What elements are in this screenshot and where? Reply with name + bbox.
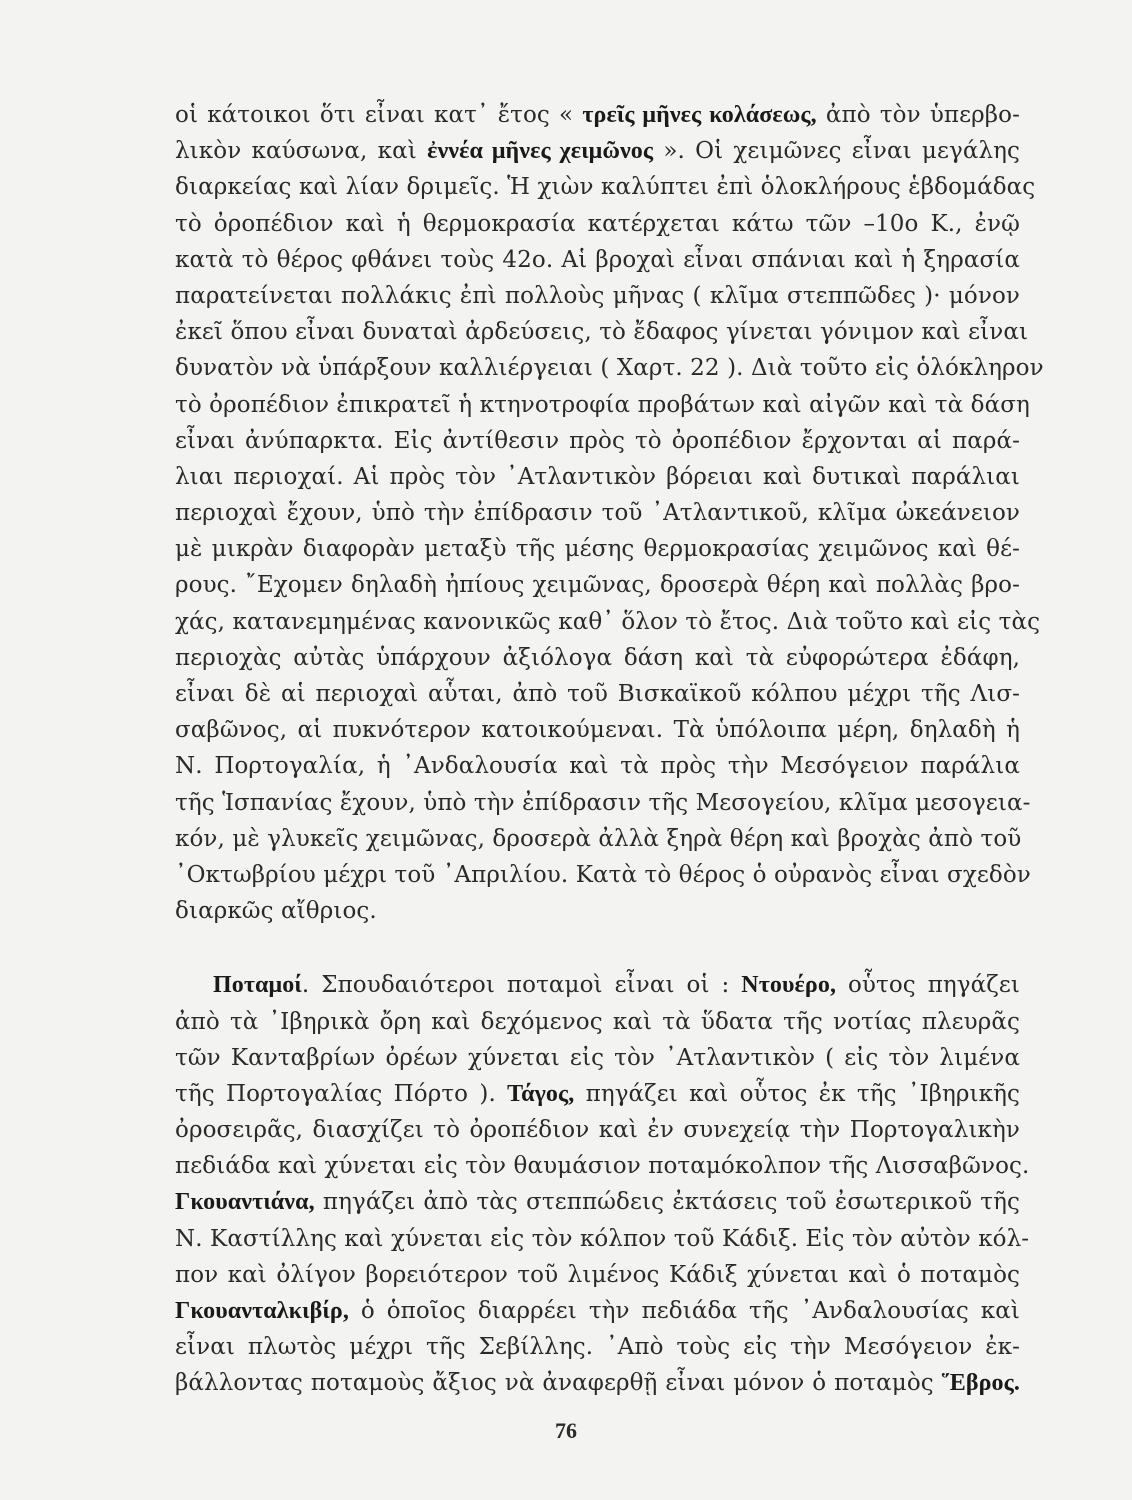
text-line — [175, 604, 1041, 640]
text-run: διαρκείας καὶ λίαν δριμεῖς. Ἡ χιὼν καλύπτει ἐπὶ ὁλοκλήρους ἑβδομάδας — [175, 174, 1036, 201]
text-run: Ν. Καστίλλης καὶ χύνεται εἰς τὸν κόλπον τοῦ Κάδιξ. Εἰς τὸν αὐτὸν κόλ- — [175, 1225, 1030, 1252]
text-line — [175, 1365, 1020, 1401]
text-run: ὀροσειρᾶς, διασχίζει τὸ ὀροπέδιον καὶ ἐν συνεχείᾳ τὴν Πορτογαλικὴν — [175, 1117, 1020, 1144]
text-line — [175, 278, 1020, 314]
text-run: παρατείνεται πολλάκις ἐπὶ πολλοὺς μῆνας ( κλῖμα στεππῶδες )· μόνον — [175, 282, 1020, 309]
bold-term: ῞Εβρος. — [941, 1370, 1020, 1397]
text-line — [175, 676, 1020, 712]
text-run: Ν. Πορτογαλία, ἡ ᾽Ανδαλουσία καὶ τὰ πρὸς τὴν Μεσόγειον παράλια — [175, 753, 1020, 780]
bold-term: Γκουαντιάνα, — [175, 1189, 315, 1216]
bold-term: ἐννέα μῆνες χειμῶνος — [427, 138, 654, 165]
text-line — [175, 785, 1031, 821]
text-run: κατὰ τὸ θέρος φθάνει τοὺς 42ο. Αἱ βροχαὶ εἶναι σπάνιαι καὶ ἡ ξηρασία — [175, 246, 1020, 273]
text-line — [175, 857, 1031, 893]
text-run: τὸ ὀροπέδιον ἐπικρατεῖ ἡ κτηνοτροφία προβάτων καὶ αἰγῶν καὶ τὰ δάση — [175, 391, 1030, 418]
text-line — [175, 1184, 1020, 1220]
text-run: ». Οἱ χειμῶνες εἶναι μεγάλης — [653, 138, 1020, 165]
text-run: ἐκεῖ ὅπου εἶναι δυναταὶ ἀρδεύσεις, τὸ ἔδαφος γίνεται γόνιμον καὶ εἶναι — [175, 319, 1029, 346]
text-run: οὗτος πηγάζει — [836, 972, 1020, 999]
text-run: πον καὶ ὀλίγον βορειότερον τοῦ λιμένος Κάδιξ χύνεται καὶ ὁ ποταμὸς — [175, 1261, 1020, 1288]
text-line — [175, 1221, 1030, 1257]
text-run: ᾽Οκτωβρίου μέχρι τοῦ ᾽Απριλίου. Κατὰ τὸ θέρος ὁ οὐρανὸς εἶναι σχεδὸν — [175, 861, 1031, 888]
text-line — [175, 423, 1020, 459]
text-run: βάλλοντας ποταμοὺς ἄξιος νὰ ἀναφερθῇ εἶναι μόνον ὁ ποταμὸς — [175, 1370, 942, 1397]
text-run: μὲ μικρὰν διαφορὰν μεταξὺ τῆς μέσης θερμοκρασίας χειμῶνος καὶ θέ- — [175, 536, 1020, 563]
text-run: σαβῶνος, αἱ πυκνότερον κατοικούμεναι. Τὰ ὑπόλοιπα μέρη, δηλαδὴ ἡ — [175, 717, 1020, 744]
text-line — [175, 1040, 1020, 1076]
text-run: εἶναι ἀνύπαρκτα. Εἰς ἀντίθεσιν πρὸς τὸ ὀροπέδιον ἔρχονται αἱ παρά- — [175, 427, 1020, 454]
rivers-paragraph — [175, 967, 1030, 1401]
bold-term: τρεῖς μῆνες κολάσεως, — [582, 102, 817, 128]
text-run: χάς, κατανεμημένας κανονικῶς καθ᾽ ὅλον τὸ ἔτος. Διὰ τοῦτο καὶ εἰς τὰς — [175, 608, 1041, 635]
text-line — [175, 1257, 1020, 1293]
text-run: τῶν Κανταβρίων ὀρέων χύνεται εἰς τὸν ᾽Ατλαντικὸν ( εἰς τὸν λιμένα — [175, 1044, 1020, 1071]
text-run: . Σπουδαιότεροι ποταμοὶ εἶναι οἱ : — [301, 972, 742, 999]
text-run: ἀπὸ τὸν ὑπερβο- — [816, 102, 1020, 128]
text-run: τὸ ὀροπέδιον καὶ ἡ θερμοκρασία κατέρχεται κάτω τῶν –10ο Κ., ἐνῷ — [175, 210, 1020, 237]
text-line — [175, 495, 1020, 531]
text-line — [175, 1329, 1020, 1365]
text-run: πηγάζει ἀπὸ τὰς στεππώδεις ἐκτάσεις τοῦ ἐσωτερικοῦ τῆς — [314, 1189, 1020, 1216]
bold-term: Τάγος, — [507, 1080, 575, 1107]
text-run: τῆς Ἱσπανίας ἔχουν, ὑπὸ τὴν ἐπίδρασιν τῆς Μεσογείου, κλῖμα μεσογεια- — [175, 789, 1031, 816]
text-run: εἶναι πλωτὸς μέχρι τῆς Σεβίλλης. ᾽Απὸ τοὺς εἰς τὴν Μεσόγειον ἐκ- — [175, 1334, 1020, 1361]
page-number: 76 — [555, 1418, 577, 1443]
text-run: λιαι περιοχαί. Αἱ πρὸς τὸν ᾽Ατλαντικὸν βόρειαι καὶ δυτικαὶ παράλιαι — [175, 463, 1020, 490]
text-line — [175, 387, 1030, 423]
climate-paragraph — [175, 97, 1044, 929]
bold-term: Ποταμοί — [213, 972, 302, 999]
text-run: πηγάζει καὶ οὗτος ἐκ τῆς ᾽Ιβηρικῆς — [574, 1080, 1020, 1107]
text-line — [175, 893, 1020, 929]
text-run: ἀπὸ τὰ ᾽Ιβηρικὰ ὄρη καὶ δεχόμενος καὶ τὰ ὕδατα τῆς νοτίας πλευρᾶς — [175, 1008, 1020, 1035]
text-line — [175, 97, 1020, 133]
text-line — [175, 242, 1020, 278]
text-line — [175, 967, 1020, 1003]
text-line — [175, 206, 1020, 242]
text-run: περιοχαὶ ἔχουν, ὑπὸ τὴν ἐπίδρασιν τοῦ ᾽Ατλαντικοῦ, κλῖμα ὠκεάνειον — [175, 500, 1020, 527]
text-line — [175, 748, 1020, 784]
text-run: διαρκῶς αἴθριος. — [175, 898, 377, 925]
bold-term: Γκουανταλκιβίρ, — [175, 1298, 349, 1324]
text-run: εἶναι δὲ αἱ περιοχαὶ αὗται, ἀπὸ τοῦ Βισκαϊκοῦ κόλπου μέχρι τῆς Λισ- — [175, 681, 1020, 707]
text-line — [175, 1076, 1020, 1112]
text-line — [175, 531, 1020, 567]
text-run: λικὸν καύσωνα, καὶ — [175, 138, 428, 165]
text-line — [175, 314, 1029, 350]
text-line — [175, 459, 1020, 495]
text-line — [175, 133, 1020, 169]
text-line — [175, 1004, 1020, 1040]
text-run: κόν, μὲ γλυκεῖς χειμῶνας, δροσερὰ ἀλλὰ ξηρὰ θέρη καὶ βροχὰς ἀπὸ τοῦ — [175, 825, 1022, 852]
text-run: πεδιάδα καὶ χύνεται εἰς τὸν θαυμάσιον ποταμόκολπον τῆς Λισσαβῶνος. — [175, 1153, 1030, 1180]
text-line — [175, 640, 1020, 676]
text-run: τῆς Πορτογαλίας Πόρτο ). — [175, 1080, 508, 1107]
text-line — [175, 169, 1036, 205]
text-line — [175, 350, 1044, 386]
text-line — [175, 821, 1020, 857]
text-line — [175, 712, 1020, 748]
text-line — [175, 1148, 1030, 1184]
text-line — [175, 1112, 1020, 1148]
text-run: οἱ κάτοικοι ὅτι εἶναι κατ᾽ ἔτος « — [175, 102, 583, 128]
body-text — [175, 97, 1044, 1402]
text-line — [175, 567, 1020, 603]
text-run: ρους. ῎Εχομεν δηλαδὴ ἠπίους χειμῶνας, δροσερὰ θέρη καὶ πολλὰς βρο- — [175, 572, 1020, 599]
text-run: περιοχὰς αὐτὰς ὑπάρχουν ἀξιόλογα δάση καὶ τὰ εὐφορώτερα ἐδάφη, — [175, 644, 1020, 671]
text-line — [175, 1293, 1020, 1329]
bold-term: Ντουέρο, — [741, 972, 837, 999]
paragraph-gap — [175, 929, 1020, 967]
text-run: ὁ ὁποῖος διαρρέει τὴν πεδιάδα τῆς ᾽Ανδαλουσίας καὶ — [348, 1298, 1020, 1324]
text-run: δυνατὸν νὰ ὑπάρξουν καλλιέργειαι ( Χαρτ. 22 ). Διὰ τοῦτο εἰς ὁλόκληρον — [175, 355, 1044, 382]
